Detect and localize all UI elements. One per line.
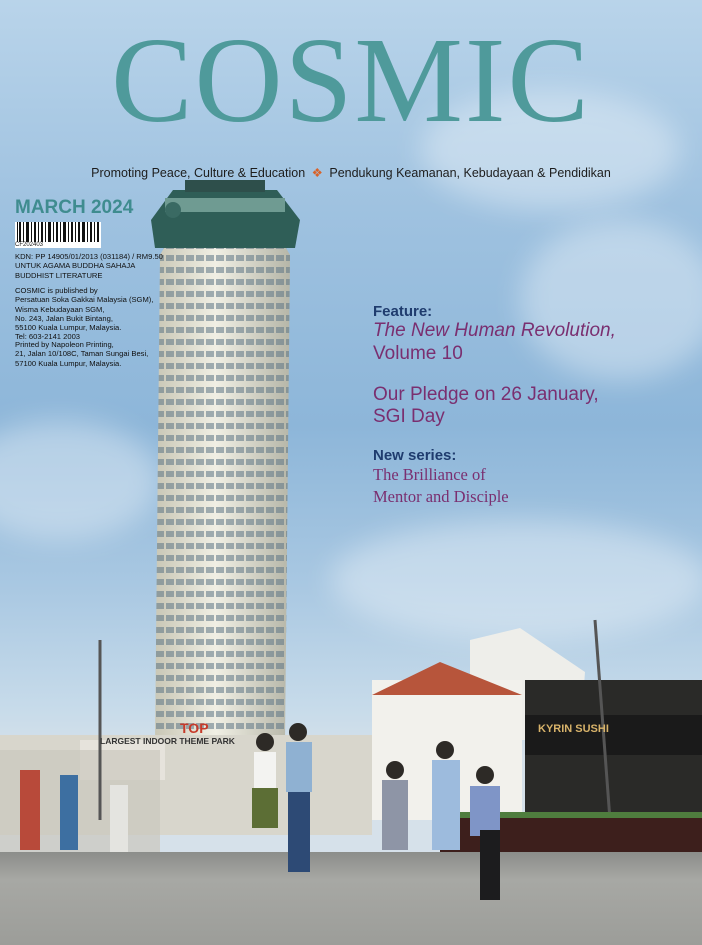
kdn-info bbox=[15, 252, 163, 280]
feature-kicker: Feature: bbox=[373, 303, 433, 320]
feature-title-line: The New Human Revolution, bbox=[373, 320, 616, 341]
publisher-line: Tel: 603-2141 2003 bbox=[15, 332, 81, 342]
series-title-line: The Brilliance of bbox=[373, 465, 486, 485]
tagline-english: Promoting Peace, Culture & Education bbox=[91, 166, 306, 180]
printer-line: 57100 Kuala Lumpur, Malaysia. bbox=[15, 358, 122, 368]
barcode-bars bbox=[15, 222, 101, 242]
publisher-line: Persatuan Soka Gakkai Malaysia (SGM), bbox=[15, 295, 154, 305]
cover-lines bbox=[373, 303, 616, 507]
tagline bbox=[0, 165, 702, 180]
shop-sign: KYRIN SUSHI bbox=[538, 723, 609, 735]
publisher-line: 55100 Kuala Lumpur, Malaysia. bbox=[15, 323, 122, 332]
publisher-line: COSMIC is published by bbox=[15, 286, 98, 295]
feature-title-line: Volume 10 bbox=[373, 342, 463, 364]
printer-line: Printed by Napoleon Printing, bbox=[15, 340, 114, 349]
tagline-malay: Pendukung Keamanan, Kebudayaan & Pendidikan bbox=[329, 166, 611, 180]
masthead-title: COSMIC bbox=[111, 13, 591, 148]
people-jumping-photo bbox=[230, 720, 570, 920]
series-kicker: New series: bbox=[373, 447, 457, 465]
barcode-number: CF202403 bbox=[15, 242, 44, 248]
tagline-separator: ❖ bbox=[311, 166, 323, 180]
printer-info bbox=[15, 340, 148, 368]
theme-park-sign: LARGEST INDOOR THEME PARK bbox=[100, 736, 235, 746]
pledge-title-line: SGI Day bbox=[373, 406, 445, 428]
top-sign: TOP bbox=[180, 720, 209, 736]
publisher-line: Wisma Kebudayaan SGM, bbox=[15, 304, 105, 314]
pledge-title-line: Our Pledge on 26 January, bbox=[373, 383, 599, 405]
publisher-line: No. 243, Jalan Bukit Bintang, bbox=[15, 313, 113, 323]
issue-date: MARCH 2024 bbox=[15, 197, 134, 218]
kdn-line: BUDDHIST LITERATURE bbox=[15, 270, 103, 280]
publisher-info bbox=[15, 286, 153, 342]
kdn-line: UNTUK AGAMA BUDDHA SAHAJA bbox=[15, 261, 136, 271]
series-title-line: Mentor and Disciple bbox=[373, 486, 509, 506]
kdn-line: KDN: PP 14905/01/2013 (031184) / RM9.50 bbox=[15, 252, 163, 261]
printer-line: 21, Jalan 10/108C, Taman Sungai Besi, bbox=[15, 349, 149, 359]
